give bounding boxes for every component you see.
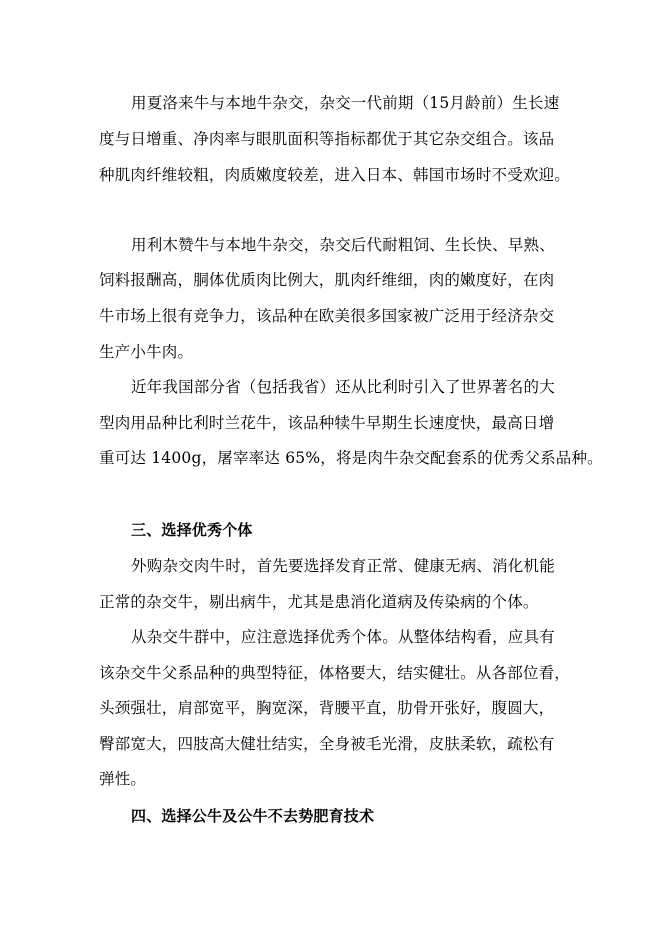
paragraph-5-line-4: 臀部宽大，四肢高大健壮结实，全身被毛光滑，皮肤柔软，疏松有: [99, 735, 555, 753]
paragraph-5-line-2: 该杂交牛父系品种的典型特征，体格要大，结实健壮。从各部位看，: [99, 664, 571, 682]
paragraph-5-line-1: 从杂交牛群中，应注意选择优秀个体。从整体结构看，应具有: [131, 628, 555, 646]
paragraph-4-line-1: 外购杂交肉牛时，首先要选择发育正常、健康无病、消化机能: [131, 557, 555, 575]
paragraph-3-line-3: 重可达 1400g，屠宰率达 65%，将是肉牛杂交配套系的优秀父系品种。: [99, 449, 603, 467]
paragraph-2-line-4: 生产小牛肉。: [99, 343, 194, 361]
paragraph-5-line-3: 头颈强壮，肩部宽平，胸宽深，背腰平直，肋骨开张好，腹圆大，: [99, 699, 555, 717]
section-heading-4: 四、选择公牛及公牛不去势肥育技术: [131, 807, 375, 825]
paragraph-1-line-1: 用夏洛来牛与本地牛杂交，杂交一代前期（15月龄前）生长速: [131, 94, 560, 112]
paragraph-2-line-3: 牛市场上很有竞争力，该品种在欧美很多国家被广泛用于经济杂交: [99, 307, 555, 325]
paragraph-1-line-3: 种肌肉纤维较粗，肉质嫩度较差，进入日本、韩国市场时不受欢迎。: [99, 166, 571, 184]
paragraph-1-line-2: 度与日增重、净肉率与眼肌面积等指标都优于其它杂交组合。该品: [99, 130, 555, 148]
paragraph-2-line-1: 用利木赞牛与本地牛杂交，杂交后代耐粗饲、生长快、早熟、: [131, 236, 555, 254]
paragraph-5-line-5: 弹性。: [99, 770, 147, 788]
paragraph-2-line-2: 饲料报酬高，胴体优质肉比例大，肌肉纤维细，肉的嫩度好，在肉: [99, 271, 555, 289]
paragraph-3-line-2: 型肉用品种比利时兰花牛，该品种犊牛早期生长速度快，最高日增: [99, 414, 555, 432]
section-heading-3: 三、选择优秀个体: [131, 521, 253, 539]
paragraph-4-line-2: 正常的杂交牛，剔出病牛，尤其是患消化道病及传染病的个体。: [99, 593, 539, 611]
paragraph-3-line-1: 近年我国部分省（包括我省）还从比利时引入了世界著名的大: [131, 378, 555, 396]
